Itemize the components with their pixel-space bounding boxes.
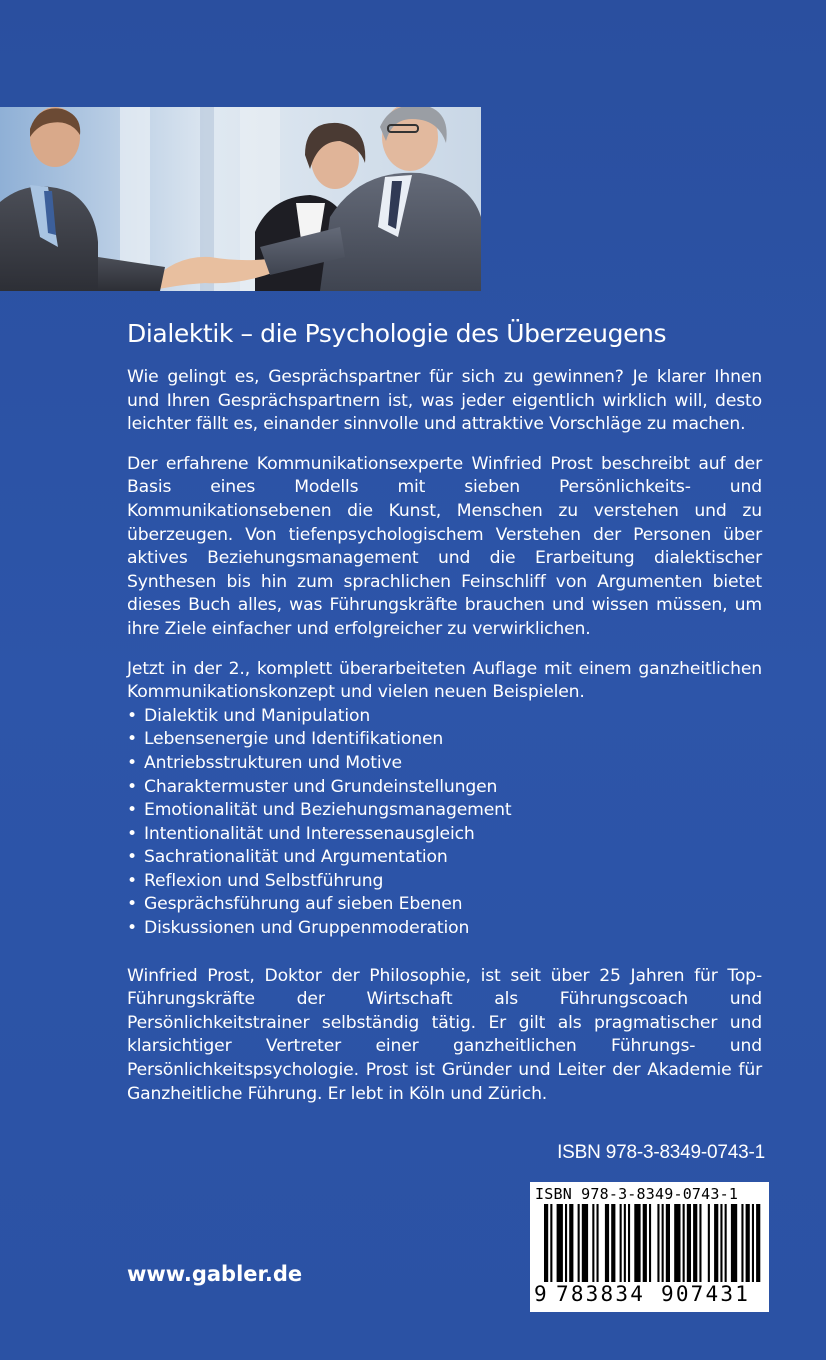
barcode-bar <box>756 1204 760 1282</box>
publisher-website: www.gabler.de <box>127 1262 303 1286</box>
book-title: Dialektik – die Psychologie des Überzeugens <box>127 319 667 348</box>
barcode-bar <box>666 1204 670 1282</box>
barcode-bar <box>565 1204 567 1282</box>
bullet-icon: • <box>127 870 137 891</box>
barcode-bar <box>544 1204 548 1282</box>
barcode-bar <box>582 1204 588 1282</box>
barcode-bar <box>752 1204 754 1282</box>
barcode-right-digits: 907431 <box>661 1282 751 1306</box>
barcode-bar <box>687 1204 691 1282</box>
bullet-icon: • <box>127 894 137 915</box>
barcode-bar <box>597 1204 599 1282</box>
list-item: • Intentionalität und Interessenausgleich <box>127 823 762 847</box>
barcode-left-digits: 783834 <box>556 1282 646 1306</box>
barcode-bar <box>620 1204 622 1282</box>
list-item: • Lebensenergie und Identifikationen <box>127 728 762 752</box>
bullet-icon: • <box>127 705 137 726</box>
cover-photo-handshake <box>0 107 481 291</box>
barcode-bar <box>557 1204 563 1282</box>
list-item: • Gesprächsführung auf sieben Ebenen <box>127 893 762 917</box>
barcode-bar <box>683 1204 685 1282</box>
barcode-bar <box>569 1204 573 1282</box>
barcode-bar <box>741 1204 743 1282</box>
list-item: • Diskussionen und Gruppenmoderation <box>127 917 762 941</box>
cover-text <box>127 312 762 1122</box>
barcode <box>530 1182 769 1312</box>
barcode-bar <box>643 1204 647 1282</box>
list-item: • Dialektik und Manipulation <box>127 705 762 729</box>
list-item: • Emotionalität und Beziehungsmanagement <box>127 799 762 823</box>
barcode-bar <box>578 1204 580 1282</box>
barcode-bar <box>693 1204 697 1282</box>
bullet-icon: • <box>127 847 137 868</box>
list-item: • Charaktermuster und Grundeinstellungen <box>127 776 762 800</box>
list-item: • Reflexion und Selbstführung <box>127 870 762 894</box>
barcode-bar <box>746 1204 750 1282</box>
barcode-bar <box>725 1204 727 1282</box>
bullet-icon: • <box>127 823 137 844</box>
description-paragraph: Der erfahrene Kommunikationsexperte Winfried Prost beschreibt auf der Basis eines Modells mit sieben Persönlichkeits- und Kommunikationsebenen die Kunst, Menschen zu verstehen und zu überzeugen. Von tiefenpsychologischem Verstehen der Personen über aktives Beziehungsmanagement und die Erarbeitung dialektischer Synthesen bis hin zum sprachlichen Feinschliff von Argumenten bietet dieses Buch alles, was Führungskräfte brauchen und wissen müssen, um ihre Ziele einfacher und erfolgreicher zu verwirklichen. <box>127 453 762 639</box>
barcode-bar <box>731 1204 737 1282</box>
barcode-bar <box>649 1204 651 1282</box>
feature-list <box>127 705 762 941</box>
barcode-bar <box>720 1204 722 1282</box>
barcode-first-digit: 9 <box>534 1282 547 1306</box>
author-bio: Winfried Prost, Doktor der Philosophie, ist seit über 25 Jahren für Top-Führungskräfte der Wirtschaft als Führungscoach und Persönlichkeitstrainer selbständig tätig. Er gilt als pragmatischer und klarsichtiger Vertreter einer ganzheitlichen Führungs- und Persönlichkeitspsychologie. Prost ist Gründer und Leiter der Akademie für Ganzheitliche Führung. Er lebt in Köln und Zürich. <box>127 965 762 1104</box>
list-item: • Antriebsstrukturen und Motive <box>127 752 762 776</box>
barcode-bar <box>550 1204 552 1282</box>
bullet-icon: • <box>127 729 137 750</box>
list-item: • Sachrationalität und Argumentation <box>127 846 762 870</box>
bullet-icon: • <box>127 776 137 797</box>
barcode-bar <box>714 1204 718 1282</box>
barcode-bar <box>634 1204 640 1282</box>
isbn-label: ISBN 978-3-8349-0743-1 <box>557 1142 765 1163</box>
bullet-icon: • <box>127 918 137 939</box>
photo-illustration <box>0 107 481 291</box>
bullet-icon: • <box>127 752 137 773</box>
intro-paragraph: Wie gelingt es, Gesprächspartner für sich zu gewinnen? Je klarer Ihnen und Ihren Gesprächspartnern ist, was jeder eigentlich wirklich will, desto leichter fällt es, einander sinnvolle und attraktive Vorschläge zu machen. <box>127 367 762 435</box>
barcode-bar <box>628 1204 630 1282</box>
barcode-isbn-text: ISBN 978-3-8349-0743-1 <box>535 1185 739 1203</box>
barcode-bar <box>674 1204 680 1282</box>
barcode-bar <box>605 1204 609 1282</box>
barcode-bar <box>624 1204 626 1282</box>
barcode-bar <box>611 1204 615 1282</box>
bullet-icon: • <box>127 800 137 821</box>
barcode-bar <box>657 1204 659 1282</box>
barcode-bar <box>662 1204 664 1282</box>
edition-intro: Jetzt in der 2., komplett überarbeiteten Auflage mit einem ganzheitlichen Kommunikationskonzept und vielen neuen Beispielen. <box>127 658 762 703</box>
barcode-bar <box>708 1204 710 1282</box>
barcode-bar <box>592 1204 594 1282</box>
barcode-bar <box>699 1204 701 1282</box>
